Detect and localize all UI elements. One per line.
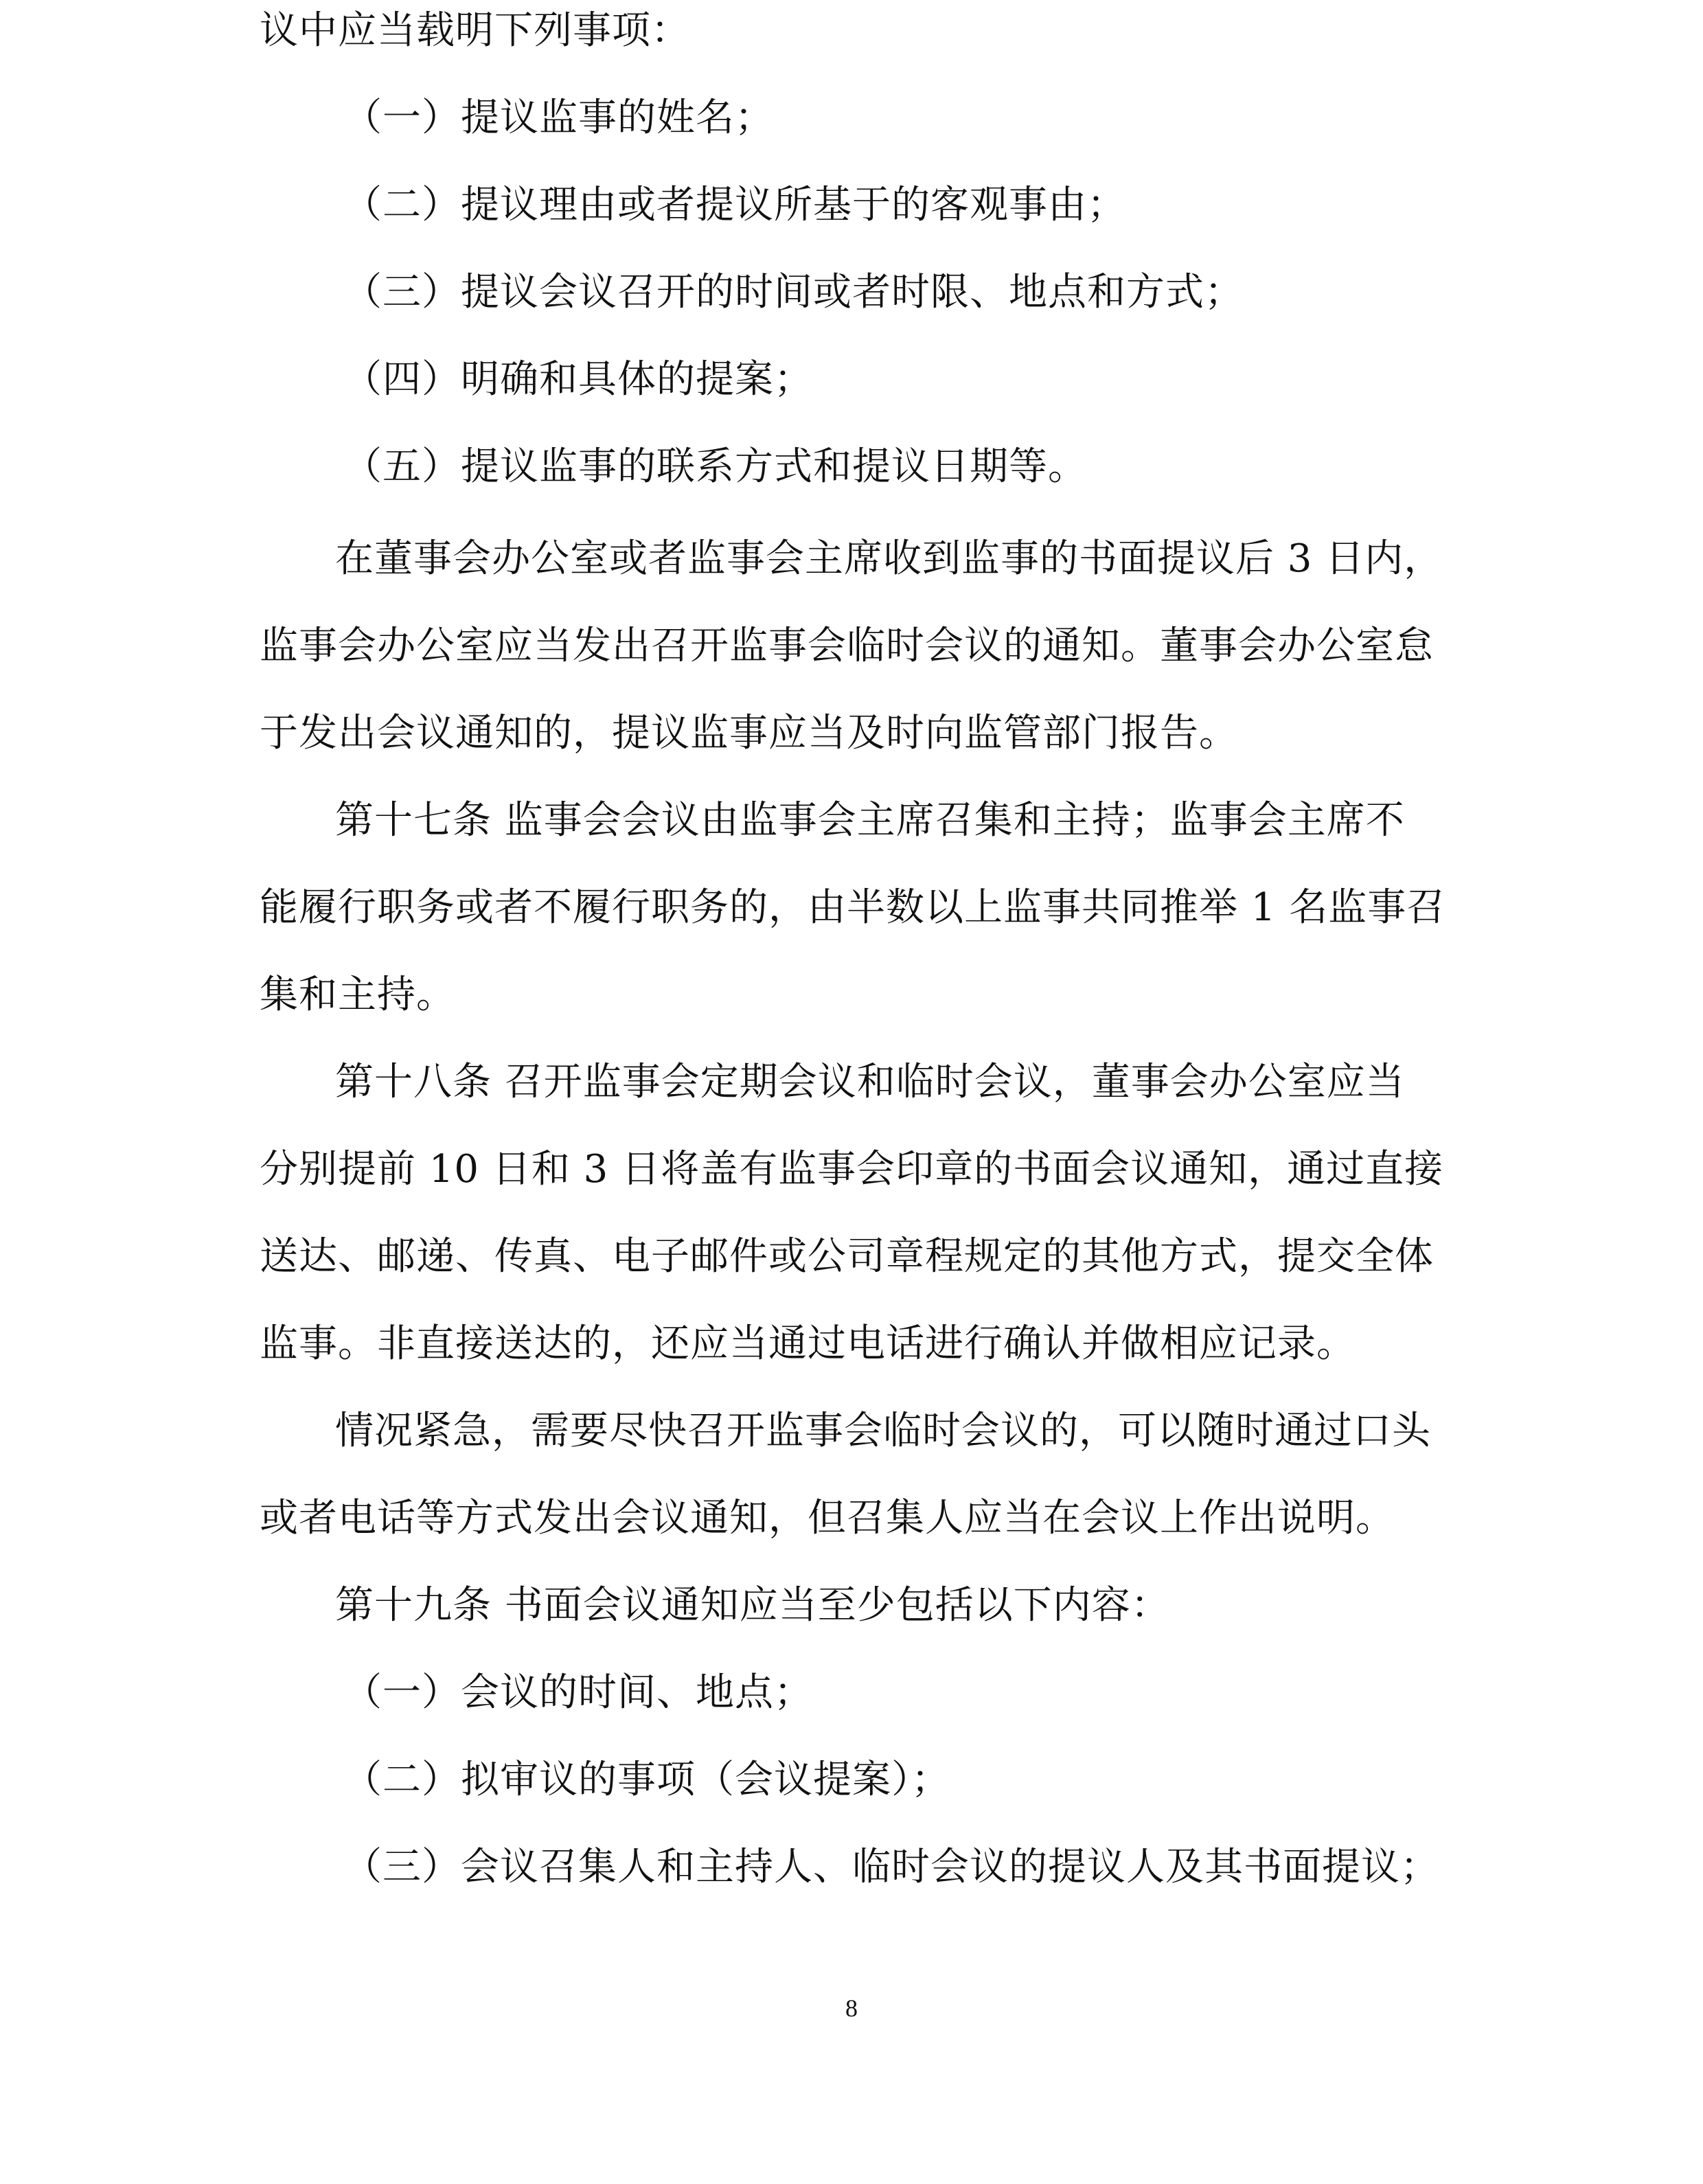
article-17-line-1: 第十七条 监事会会议由监事会主席召集和主持；监事会主席不 [335, 798, 1405, 843]
article-18-line-4: 监事。非直接送达的，还应当通过电话进行确认并做相应记录。 [260, 1321, 1356, 1366]
article-17-line-2: 能履行职务或者不履行职务的，由半数以上监事共同推举 1 名监事召 [260, 885, 1446, 930]
page-number: 8 [845, 1994, 858, 2022]
article-18-line-3: 送达、邮递、传真、电子邮件或公司章程规定的其他方式，提交全体 [260, 1234, 1434, 1279]
article-19-line-1: 第十九条 书面会议通知应当至少包括以下内容： [335, 1583, 1170, 1628]
article-18-line-1: 第十八条 召开监事会定期会议和临时会议，董事会办公室应当 [335, 1060, 1405, 1104]
article-17-line-3: 集和主持。 [260, 972, 455, 1017]
list-item-1: （一）提议监事的姓名； [343, 95, 774, 140]
paragraph-line-1: 在董事会办公室或者监事会主席收到监事的书面提议后 3 日内， [335, 536, 1443, 581]
paragraph-line-2: 监事会办公室应当发出召开监事会临时会议的通知。董事会办公室怠 [260, 624, 1434, 668]
article-18-line-2: 分别提前 10 日和 3 日将盖有监事会印章的书面会议通知，通过直接 [260, 1147, 1444, 1192]
article-19-item-3: （三）会议召集人和主持人、临时会议的提议人及其书面提议； [343, 1845, 1439, 1889]
list-item-3: （三）提议会议召开的时间或者时限、地点和方式； [343, 270, 1244, 315]
urgent-line-2: 或者电话等方式发出会议通知，但召集人应当在会议上作出说明。 [260, 1496, 1395, 1540]
urgent-line-1: 情况紧急，需要尽快召开监事会临时会议的，可以随时通过口头 [335, 1409, 1431, 1453]
list-item-4: （四）明确和具体的提案； [343, 357, 813, 402]
article-19-item-1: （一）会议的时间、地点； [343, 1670, 813, 1715]
paragraph-line-3: 于发出会议通知的，提议监事应当及时向监管部门报告。 [260, 711, 1238, 755]
article-19-item-2: （二）拟审议的事项（会议提案）； [343, 1758, 950, 1802]
text-line-1: 议中应当载明下列事项： [260, 8, 690, 53]
list-item-5: （五）提议监事的联系方式和提议日期等。 [343, 444, 1087, 489]
list-item-2: （二）提议理由或者提议所基于的客观事由； [343, 183, 1126, 227]
